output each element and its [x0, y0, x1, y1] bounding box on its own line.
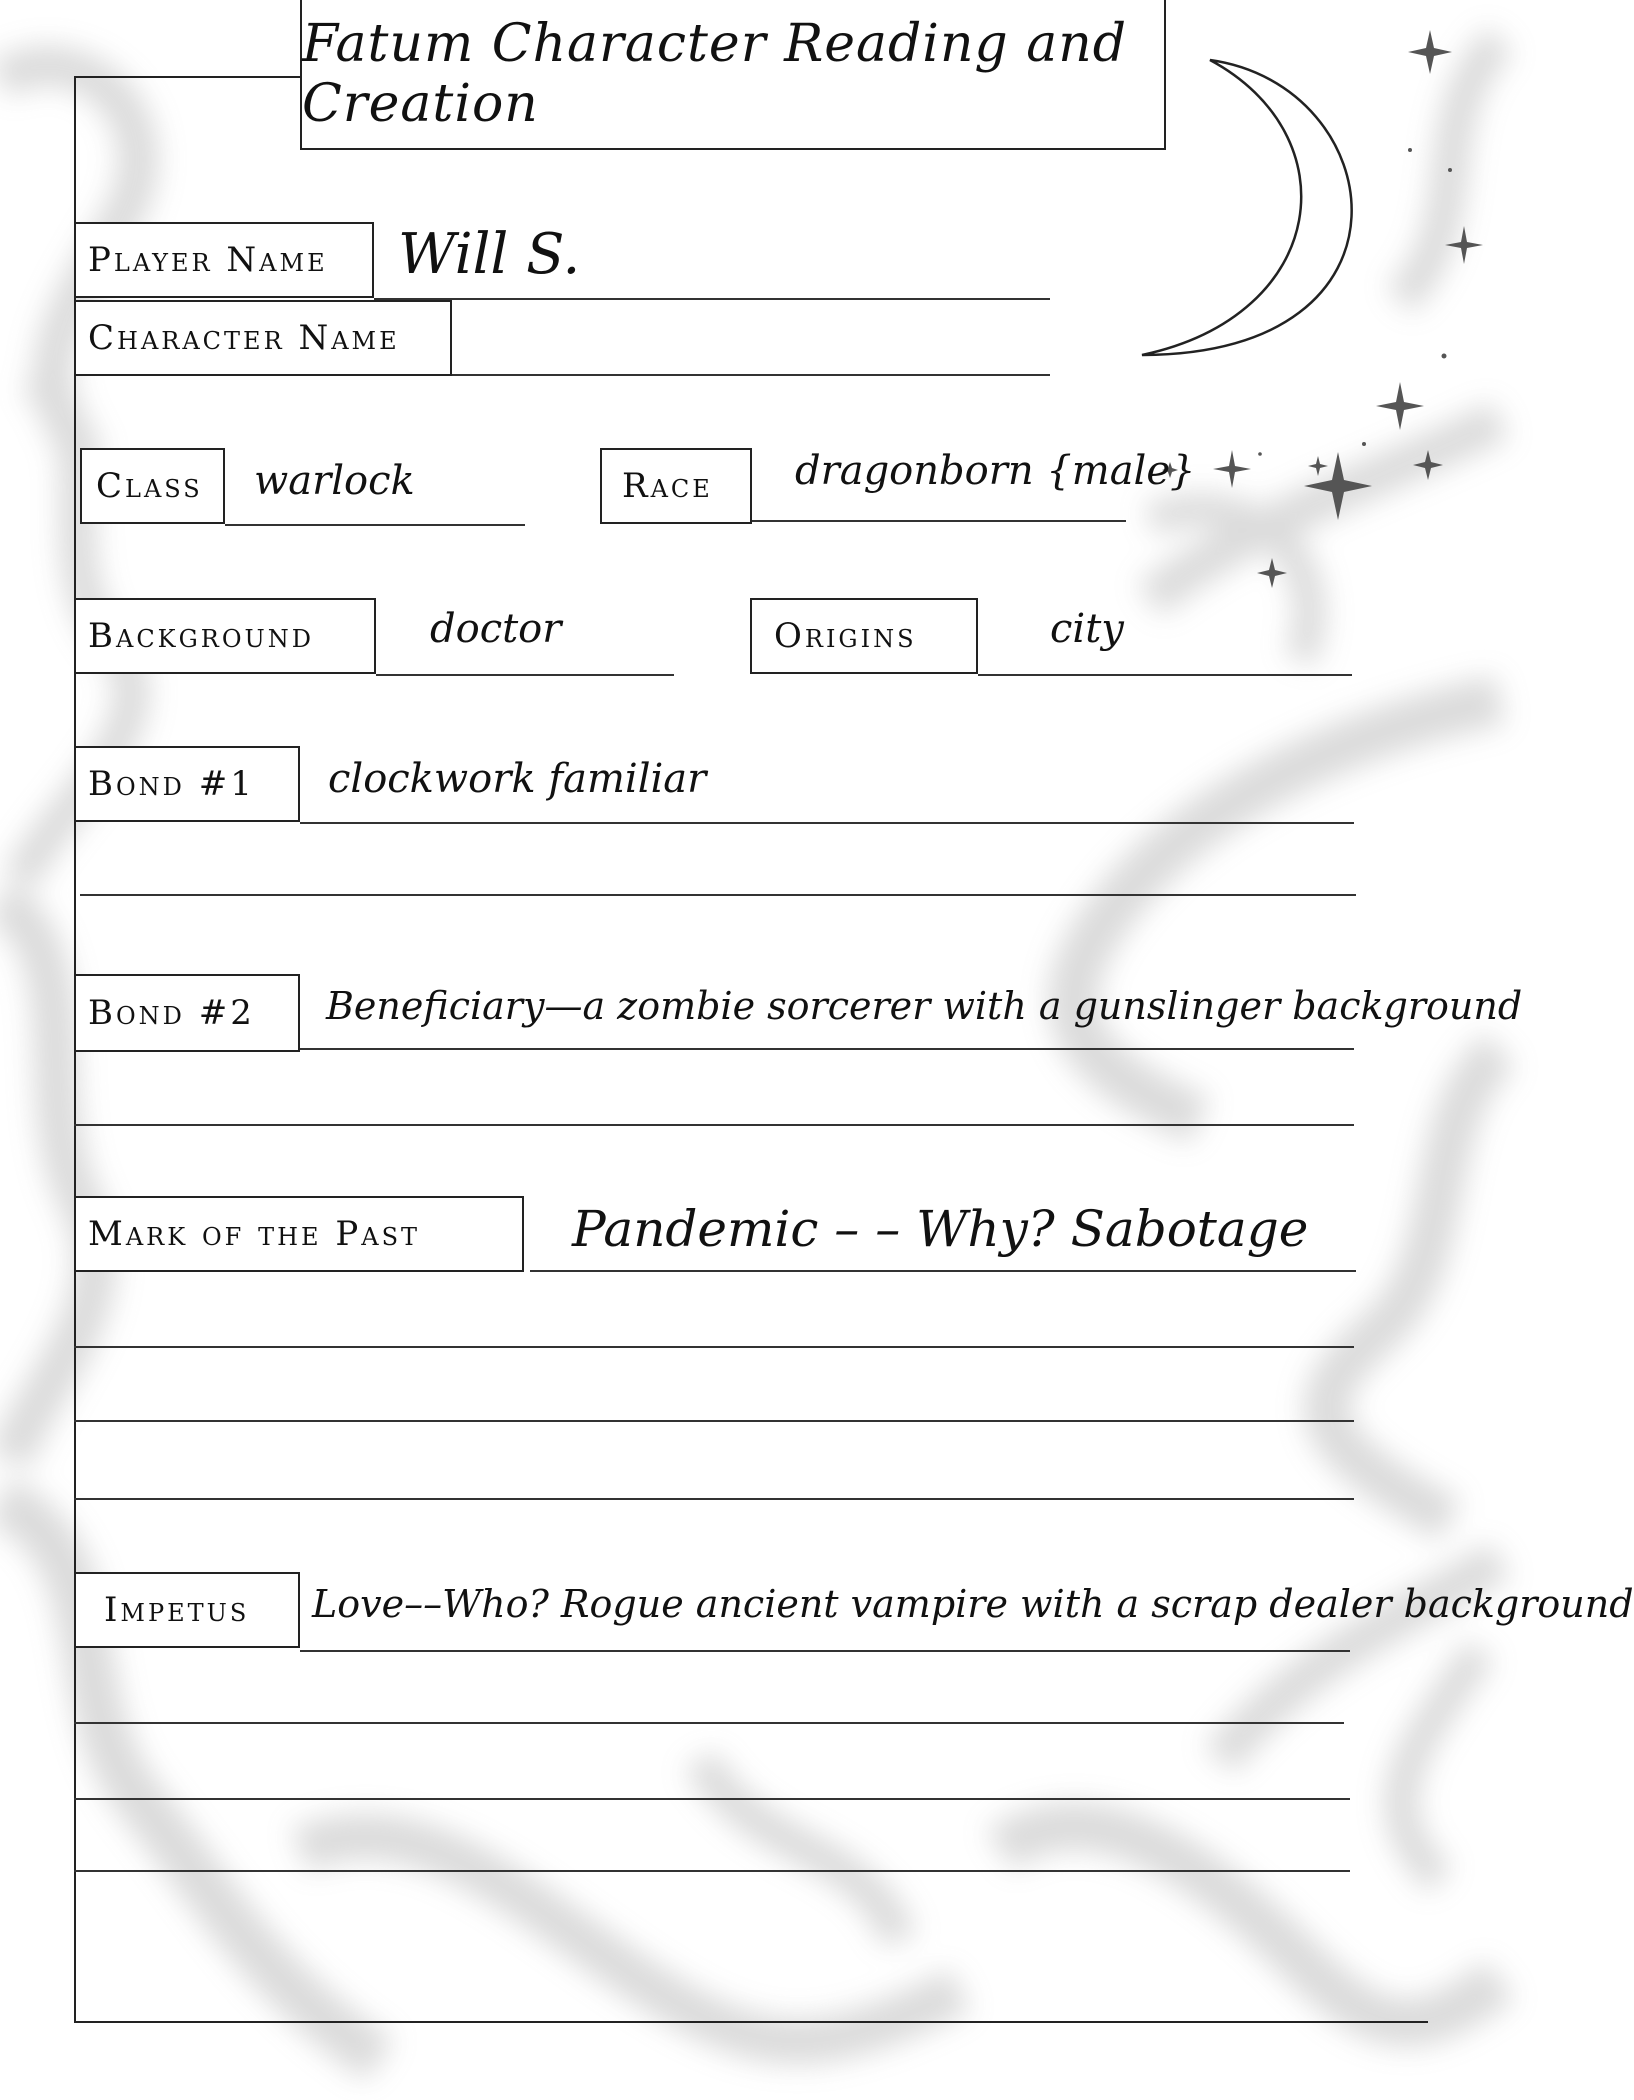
bond1-line-2 [80, 894, 1356, 896]
class-line [225, 524, 525, 526]
mark-of-the-past-label: Mark of the Past [74, 1196, 524, 1272]
player-name-line [374, 298, 1050, 300]
origins-value[interactable]: city [1050, 606, 1124, 652]
player-name-label: Player Name [74, 222, 374, 298]
background-value[interactable]: doctor [430, 606, 562, 652]
mark-of-the-past-line-3 [74, 1420, 1354, 1422]
race-value[interactable]: dragonborn {male} [795, 448, 1196, 494]
impetus-line-3 [74, 1798, 1350, 1800]
impetus-line-2 [74, 1722, 1344, 1724]
race-line [752, 520, 1126, 522]
class-label: Class [80, 448, 225, 524]
bond2-label: Bond #2 [74, 974, 300, 1052]
impetus-value[interactable]: Love––Who? Rogue ancient vampire with a scrap dealer background [312, 1582, 1634, 1626]
title-box [300, 0, 1166, 150]
page-title: Fatum Character Reading and Creation [302, 14, 1128, 134]
mark-of-the-past-line-2 [74, 1346, 1354, 1348]
player-name-value[interactable]: Will S. [398, 222, 581, 287]
bond2-value[interactable]: Beneficiary—a zombie sorcerer with a gunslinger background [326, 984, 1523, 1028]
mark-of-the-past-line-1 [530, 1270, 1356, 1272]
background-line [376, 674, 674, 676]
impetus-line-1 [300, 1650, 1350, 1652]
mark-of-the-past-value[interactable]: Pandemic – – Why? Sabotage [572, 1200, 1309, 1258]
origins-label: Origins [750, 598, 978, 674]
character-name-label: Character Name [74, 300, 452, 376]
impetus-label: Impetus [74, 1572, 300, 1648]
class-value[interactable]: warlock [254, 458, 415, 504]
mark-of-the-past-line-4 [74, 1498, 1354, 1500]
frame-top-border [74, 76, 300, 78]
origins-line [978, 674, 1352, 676]
background-label: Background [74, 598, 376, 674]
bond1-value[interactable]: clockwork familiar [328, 756, 707, 802]
bond2-line-2 [74, 1124, 1354, 1126]
race-label: Race [600, 448, 752, 524]
bond1-label: Bond #1 [74, 746, 300, 822]
bond2-line-1 [300, 1048, 1354, 1050]
sparkle-star-icon [1150, 10, 1500, 590]
character-name-line [452, 374, 1050, 376]
impetus-line-4 [74, 1870, 1350, 1872]
frame-bottom-border [74, 2021, 1428, 2023]
bond1-line-1 [300, 822, 1354, 824]
